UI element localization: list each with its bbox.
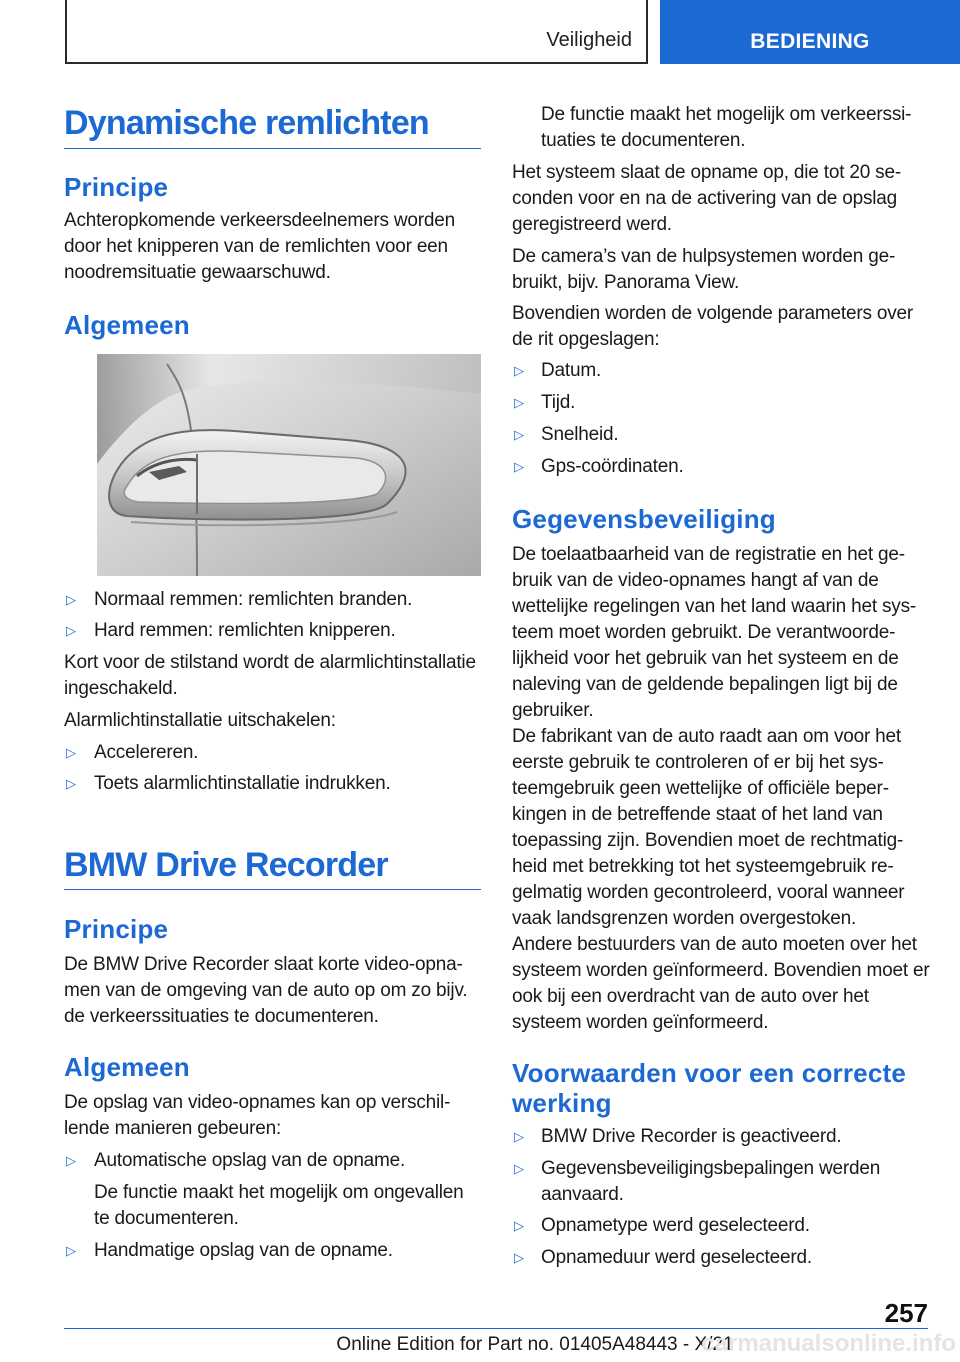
bullet-icon: ▷ <box>66 623 76 638</box>
paragraph-kort: Kort voor de stilstand wordt de alarmlichtinstallatie ingeschakeld. <box>64 652 476 699</box>
list-item: Snelheid. <box>541 424 619 445</box>
paragraph-uitschakelen: Alarmlichtinstallatie uitschakelen: <box>64 710 336 731</box>
header-chapter-tab: BEDIENING <box>660 0 960 64</box>
bullet-icon: ▷ <box>514 459 524 474</box>
watermark: carmanualsonline.info <box>701 1330 956 1357</box>
list-item: BMW Drive Recorder is geactiveerd. <box>541 1126 842 1147</box>
heading-principe: Principe <box>64 172 169 202</box>
bullet-icon: ▷ <box>66 592 76 607</box>
paragraph-cameras: De camera’s van de hulpsystemen worden gebruikt, bijv. Panorama View. <box>512 246 896 293</box>
heading-rule <box>64 889 481 890</box>
list-item: Datum. <box>541 360 602 381</box>
heading-voorwaarden-line2: werking <box>512 1088 612 1118</box>
bullet-icon: ▷ <box>514 1250 524 1265</box>
list-item: Handmatige opslag van de opname. <box>94 1240 393 1261</box>
bullet-icon: ▷ <box>514 1161 524 1176</box>
heading-gegevensbeveiliging: Gegevensbeveiliging <box>512 504 776 534</box>
list-item: Hard remmen: remlichten knipperen. <box>94 620 396 641</box>
paragraph-systeem: Het systeem slaat de opname op, die tot 20 seconden voor en na de activering van de opslag geregistreerd werd. <box>512 162 902 235</box>
bullet-icon: ▷ <box>66 1243 76 1258</box>
heading-rule <box>64 148 481 149</box>
list-item: Gegevensbeveiligingsbepalingen werden aanvaard. <box>541 1158 881 1205</box>
footer-edition: Online Edition for Part no. 01405A48443 - X/21 <box>336 1334 734 1355</box>
list-item: Opnametype werd geselecteerd. <box>541 1215 810 1236</box>
bullet-icon: ▷ <box>514 427 524 442</box>
bullet-icon: ▷ <box>66 776 76 791</box>
page-number: 257 <box>884 1298 928 1328</box>
header-section-title: Veiligheid <box>546 29 632 51</box>
list-item: Normaal remmen: remlichten branden. <box>94 589 413 610</box>
heading-algemeen-recorder: Algemeen <box>64 1052 190 1082</box>
heading-voorwaarden: Voorwaarden voor een correcte <box>512 1058 907 1088</box>
paragraph-principe: Achteropkomende verkeersdeelnemers worden door het knipperen van de remlichten voor een noodremsituatie gewaarschuwd. <box>64 210 456 283</box>
list-item-subtext: De functie maakt het mogelijk om verkeerssituaties te documenteren. <box>541 104 912 151</box>
list-item: Opnameduur werd geselecteerd. <box>541 1247 812 1268</box>
heading-algemeen: Algemeen <box>64 310 190 340</box>
bullet-icon: ▷ <box>66 745 76 760</box>
header-section-box <box>65 0 648 64</box>
list-item: Tijd. <box>541 392 576 413</box>
heading-bmw-drive-recorder: BMW Drive Recorder <box>64 846 388 884</box>
paragraph-andere: Andere bestuurders van de auto moeten over het systeem worden geïnformeerd. Bovendien moet er ook bij een overdracht van de auto over het systeem worden geïnformeerd. <box>512 934 930 1033</box>
list-item: Toets alarmlichtinstallatie indrukken. <box>94 773 391 794</box>
paragraph-toelaatbaarheid: De toelaatbaarheid van de registratie en het gebruik van de video-opnames hangt af van de wettelijke regelingen van het land waarin het systeem moet worden gebruikt. De verantwoordelijkheid voor het gebruik van het systeem en de naleving van de geldende bepalingen ligt bij de gebruiker. <box>512 544 917 721</box>
paragraph-algemeen-recorder: De opslag van video-opnames kan op verschillende manieren gebeuren: <box>64 1092 451 1139</box>
bullet-icon: ▷ <box>514 1218 524 1233</box>
list-item: Automatische opslag van de opname. <box>94 1150 406 1171</box>
heading-dynamische-remlichten: Dynamische remlichten <box>64 104 429 142</box>
brake-light-photo <box>97 354 481 576</box>
list-item: Accelereren. <box>94 742 199 763</box>
list-item-subtext: De functie maakt het mogelijk om ongevallen te documenteren. <box>94 1182 464 1229</box>
bullet-icon: ▷ <box>66 1153 76 1168</box>
paragraph-principe-recorder: De BMW Drive Recorder slaat korte video-opnamen van de omgeving van de auto op om zo bijv. de verkeerssituaties te documenteren. <box>64 954 468 1027</box>
paragraph-fabrikant: De fabrikant van de auto raadt aan om voor het eerste gebruik te controleren of er bij het systeemgebruik geen wettelijke of officiële beperkingen in de betreffende staat of het land van toepassing zijn. Bovendien moet de rechtmatigheid met betrekking tot het systeemgebruik regelmatig worden gecontroleerd, vooral wanneer vaak landsgrenzen worden overgestoken. <box>512 726 905 929</box>
list-item: Gps-coördinaten. <box>541 456 684 477</box>
bullet-icon: ▷ <box>514 1129 524 1144</box>
paragraph-bovendien: Bovendien worden de volgende parameters over de rit opgeslagen: <box>512 303 914 350</box>
footer-rule <box>64 1328 928 1329</box>
bullet-icon: ▷ <box>514 363 524 378</box>
bullet-icon: ▷ <box>514 395 524 410</box>
heading-principe-recorder: Principe <box>64 914 169 944</box>
